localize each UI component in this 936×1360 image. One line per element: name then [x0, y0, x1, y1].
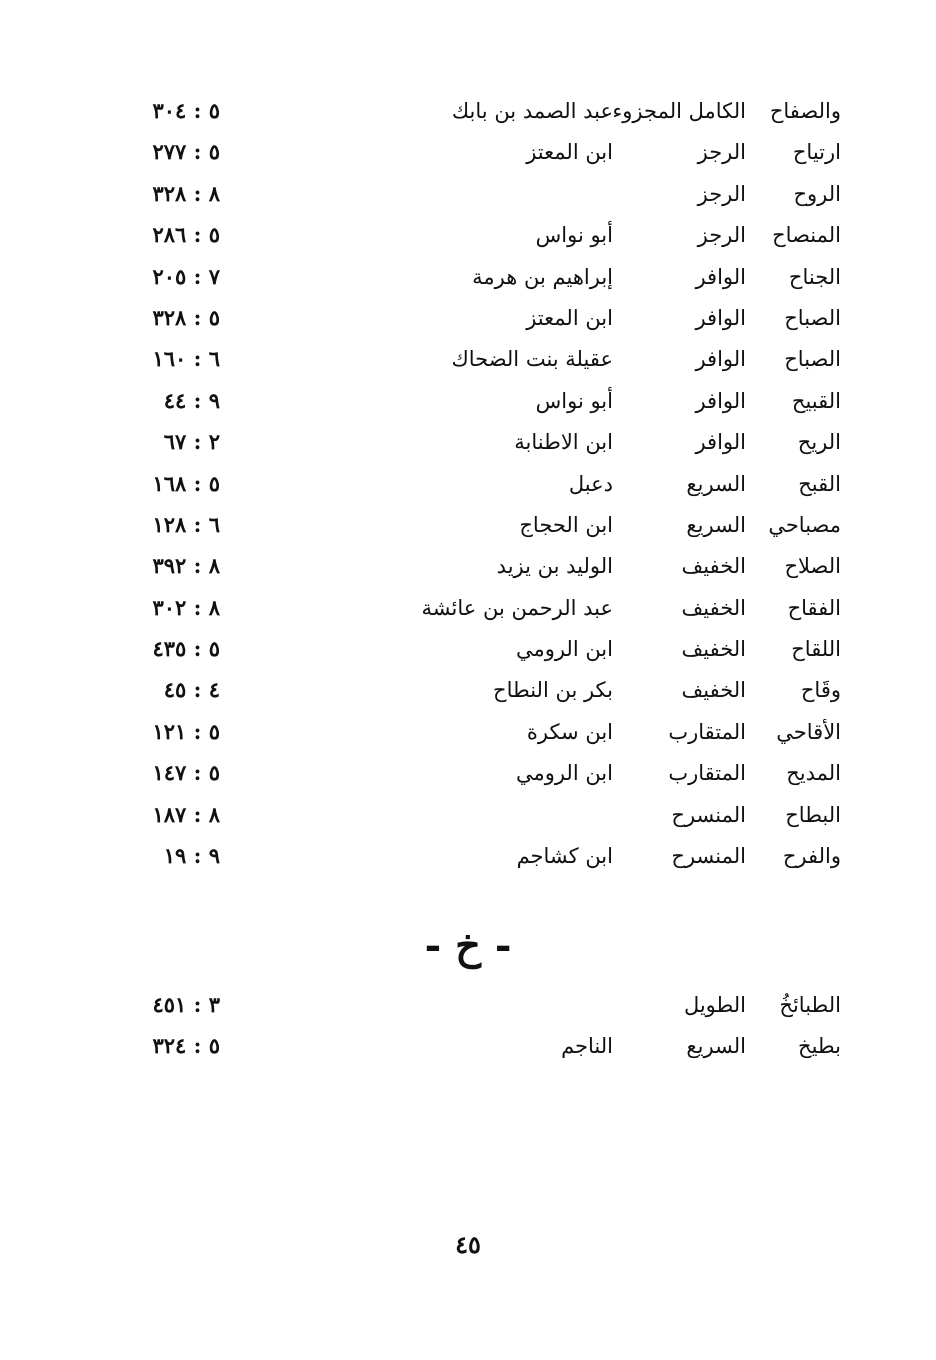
section-heading-kha: - خ - [424, 922, 512, 969]
poet-name: ابن الاطنابة [514, 430, 613, 455]
index-row [0, 218, 936, 259]
rhyme-word: الطبائخُ [779, 993, 841, 1017]
rhyme-word: الأقاحي [776, 719, 841, 744]
meter-name: الكامل المجزوء [612, 99, 746, 123]
volume-page-ref: ٥ : ٤٣٥ [152, 636, 220, 662]
index-row [0, 798, 936, 839]
volume-page-ref: ٥ : ١٢١ [152, 718, 220, 744]
volume-page-ref: ٥ : ٣٢٨ [152, 304, 220, 330]
meter-name: المنسرح [671, 802, 746, 827]
rhyme-word: القبيح [791, 388, 841, 413]
rhyme-word: الجناح [788, 264, 841, 289]
index-row [0, 839, 936, 880]
volume-page-ref: ٨ : ٣٠٢ [152, 594, 220, 620]
meter-name: السريع [686, 1034, 746, 1059]
volume-page-ref: ٥ : ٢٨٦ [152, 222, 220, 248]
meter-name: الخفيف [681, 554, 746, 579]
poet-name: بكر بن النطاح [493, 678, 613, 703]
rhyme-word: مصباحي [768, 512, 841, 537]
poet-name: الوليد بن يزيد [496, 554, 613, 579]
index-row [0, 632, 936, 673]
index-row [0, 673, 936, 714]
index-row [0, 467, 936, 508]
meter-name: الخفيف [681, 678, 746, 703]
rhyme-word: الصباح [784, 347, 841, 372]
volume-page-ref: ٥ : ١٦٨ [152, 470, 220, 496]
rhyme-word: المنصاح [772, 223, 841, 248]
page-number: ٤٥ [455, 1230, 481, 1259]
rhyme-word: الروح [793, 181, 841, 206]
poet-name: ابن كشاجم [516, 844, 613, 869]
meter-name: الرجز [697, 181, 746, 206]
rhyme-word: والفرح [782, 844, 841, 869]
poet-name: عبد الرحمن بن عائشة [421, 595, 613, 620]
rhyme-word: ارتياح [792, 140, 841, 165]
poet-name: ابن المعتز [526, 140, 613, 165]
meter-name: الطويل [683, 993, 746, 1017]
meter-name: الرجز [697, 223, 746, 248]
poet-name: ابن الرومي [515, 761, 613, 786]
poet-name: أبو نواس [535, 223, 613, 248]
volume-page-ref: ٤ : ٤٥ [163, 677, 220, 703]
poet-name: ابن الرومي [515, 637, 613, 662]
volume-page-ref: ٨ : ١٨٧ [152, 801, 220, 827]
rhyme-word: الريح [797, 430, 841, 455]
volume-page-ref: ٥ : ١٤٧ [152, 760, 220, 786]
poet-name: عبد الصمد بن بابك [451, 99, 613, 123]
index-row [0, 135, 936, 176]
index-row [0, 756, 936, 797]
meter-name: المتقارب [668, 719, 746, 744]
poet-name: أبو نواس [535, 388, 613, 413]
poet-name: إبراهيم بن هرمة [472, 264, 613, 289]
poet-name: عقيلة بنت الضحاك [451, 347, 613, 372]
poet-name: دعبل [568, 471, 613, 496]
rhyme-word: بطيخ [798, 1034, 841, 1059]
volume-page-ref: ٥ : ٣٠٤ [152, 98, 220, 123]
meter-name: الخفيف [681, 595, 746, 620]
volume-page-ref: ٨ : ٣٩٢ [152, 553, 220, 579]
rhyme-index-kha [0, 988, 936, 1071]
meter-name: الرجز [697, 140, 746, 165]
index-row [0, 260, 936, 301]
rhyme-word: الصلاح [784, 554, 841, 579]
meter-name: الوافر [695, 305, 746, 330]
volume-page-ref: ٦ : ١٦٠ [152, 346, 220, 372]
index-row [0, 384, 936, 425]
meter-name: الوافر [695, 347, 746, 372]
index-row [0, 94, 936, 135]
rhyme-word: البطاح [785, 802, 841, 827]
meter-name: الخفيف [681, 637, 746, 662]
poet-name: ابن المعتز [526, 305, 613, 330]
rhyme-word: وقَاح [800, 678, 841, 703]
rhyme-word: المديح [786, 761, 841, 786]
volume-page-ref: ٦ : ١٢٨ [152, 511, 220, 537]
rhyme-word: اللقاح [791, 637, 841, 662]
volume-page-ref: ٢ : ٦٧ [163, 429, 220, 455]
meter-name: السريع [686, 471, 746, 496]
rhyme-word: والصفاح [769, 99, 841, 123]
volume-page-ref: ٩ : ١٩ [163, 843, 220, 869]
index-row [0, 715, 936, 756]
volume-page-ref: ٣ : ٤٥١ [152, 992, 220, 1017]
volume-page-ref: ٧ : ٢٠٥ [152, 263, 220, 289]
volume-page-ref: ٥ : ٢٧٧ [152, 139, 220, 165]
meter-name: المنسرح [671, 844, 746, 869]
rhyme-word: الصباح [784, 305, 841, 330]
rhyme-word: القبح [798, 471, 841, 496]
meter-name: المتقارب [668, 761, 746, 786]
index-row [0, 342, 936, 383]
index-row [0, 988, 936, 1029]
index-row [0, 1029, 936, 1070]
meter-name: الوافر [695, 388, 746, 413]
volume-page-ref: ٨ : ٣٢٨ [152, 180, 220, 206]
index-row [0, 508, 936, 549]
meter-name: الوافر [695, 430, 746, 455]
volume-page-ref: ٥ : ٣٢٤ [152, 1033, 220, 1059]
index-row [0, 591, 936, 632]
poet-name: الناجم [561, 1034, 613, 1059]
index-row [0, 177, 936, 218]
meter-name: الوافر [695, 264, 746, 289]
rhyme-index-ha [0, 94, 936, 880]
poet-name: ابن الحجاج [519, 512, 613, 537]
rhyme-word: الفقاح [787, 595, 841, 620]
volume-page-ref: ٩ : ٤٤ [163, 387, 220, 413]
index-row [0, 549, 936, 590]
meter-name: السريع [686, 512, 746, 537]
index-row [0, 301, 936, 342]
index-row [0, 425, 936, 466]
poet-name: ابن سكرة [526, 719, 613, 744]
